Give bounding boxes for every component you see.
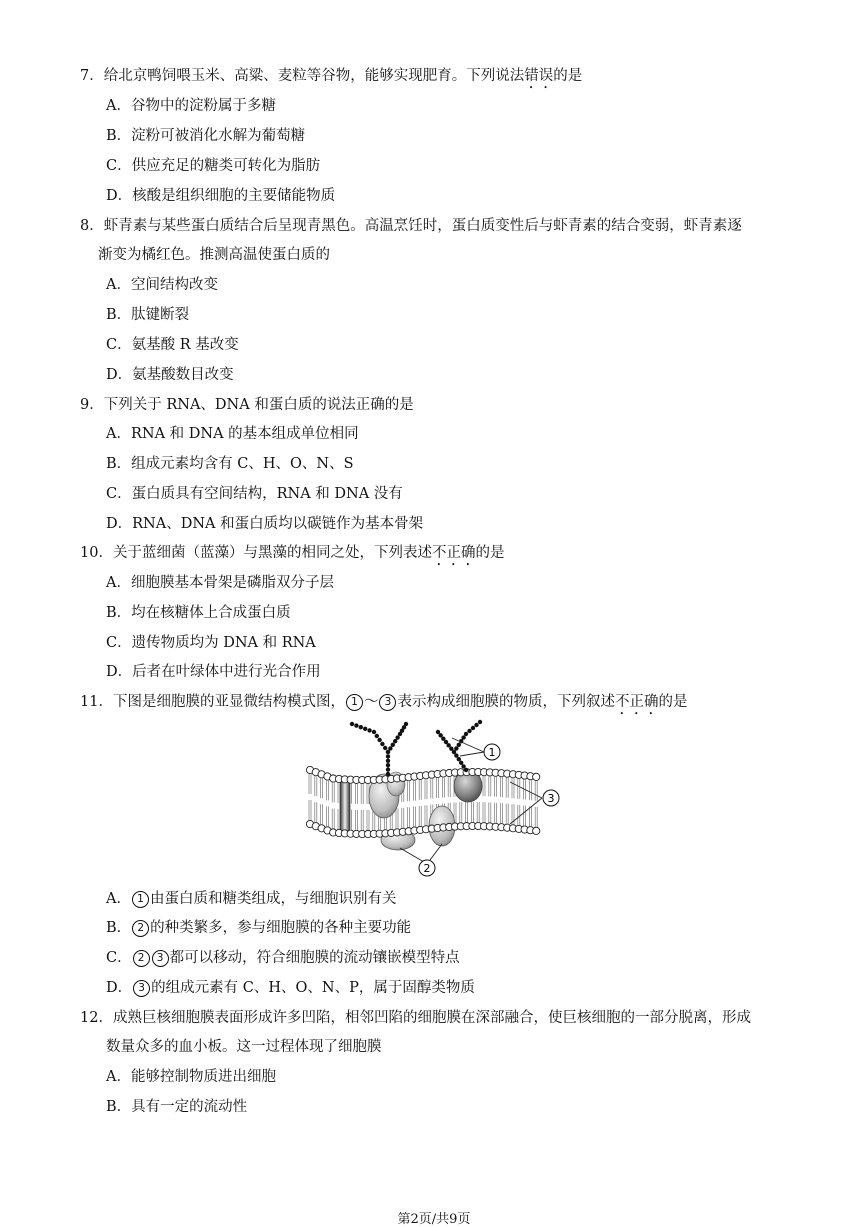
emphasis-text: 不正确 [614, 694, 659, 710]
question-10-option-d: D．后者在叶绿体中进行光合作用 [106, 664, 321, 680]
question-9-option-b: B．组成元素均含有 C、H、O、N、S [106, 456, 354, 472]
sugar-bead [383, 746, 387, 750]
sugar-bead [386, 763, 390, 767]
sugar-bead [474, 723, 478, 727]
question-7-option-b: B．淀粉可被消化水解为葡萄糖 [106, 128, 306, 144]
sugar-bead [393, 739, 397, 743]
sugar-bead [464, 732, 468, 736]
question-9-option-a: A．RNA 和 DNA 的基本组成单位相同 [106, 426, 359, 442]
sugar-bead [391, 743, 395, 747]
sugar-bead [386, 754, 390, 758]
label-2: 2 [423, 862, 431, 875]
sugar-bead [354, 723, 358, 727]
label-3: 3 [547, 792, 555, 805]
cell-membrane-diagram [296, 718, 572, 880]
sugar-bead [377, 738, 381, 742]
glycoprotein-chains [350, 720, 482, 776]
question-7-option-c: C．供应充足的糖类可转化为脂肪 [106, 158, 321, 174]
sugar-bead [471, 726, 475, 730]
sugar-bead [395, 735, 399, 739]
sugar-bead [386, 767, 390, 771]
question-12-stem-line2: 数量众多的血小板。这一过程体现了细胞膜 [106, 1039, 382, 1055]
sugar-bead [461, 764, 465, 768]
sugar-bead [452, 750, 456, 754]
sugar-bead [454, 753, 458, 757]
question-10-stem: 10．关于蓝细菌（蓝藻）与黑藻的相同之处，下列表述不正确的是 [80, 545, 505, 561]
question-8-option-a: A．空间结构改变 [106, 277, 218, 293]
sugar-bead [380, 742, 384, 746]
circled-number: 3 [379, 694, 396, 711]
question-11-option-c: C． 2 3 都可以移动，符合细胞膜的流动镶嵌模型特点 [106, 950, 460, 966]
circled-number: 2 [133, 950, 150, 967]
sugar-bead [386, 759, 390, 763]
lipid-head [533, 827, 540, 834]
question-8-stem: 8．虾青素与某些蛋白质结合后呈现青黑色。高温烹饪时，蛋白质变性后与虾青素的结合变弱，虾青素逐 [80, 218, 742, 234]
question-11-option-d: D． 3 的组成元素有 C、H、O、N、P，属于固醇类物质 [106, 980, 475, 996]
circled-number: 3 [133, 980, 150, 997]
question-12-option-b: B．具有一定的流动性 [106, 1099, 248, 1115]
sugar-bead [459, 761, 463, 765]
sugar-bead [375, 734, 379, 738]
sugar-bead [367, 728, 371, 732]
lipid-heads-top [306, 766, 539, 783]
sugar-bead [363, 727, 367, 731]
label-1: 1 [488, 746, 496, 759]
question-9-option-c: C．蛋白质具有空间结构，RNA 和 DNA 没有 [106, 486, 403, 502]
question-8-option-c: C．氨基酸 R 基改变 [106, 337, 239, 353]
sugar-bead [464, 768, 468, 772]
question-7-stem: 7．给北京鸭饲喂玉米、高粱、麦粒等谷物，能够实现肥育。下列说法错误的是 [80, 68, 583, 84]
sugar-bead [457, 757, 461, 761]
circled-number: 1 [346, 694, 363, 711]
question-10-option-c: C．遗传物质均为 DNA 和 RNA [106, 635, 316, 651]
question-7-option-d: D．核酸是组织细胞的主要储能物质 [106, 188, 336, 204]
emphasis-text: 错误 [524, 68, 554, 84]
question-9-stem: 9．下列关于 RNA、DNA 和蛋白质的说法正确的是 [80, 397, 414, 413]
sugar-bead [467, 729, 471, 733]
sugar-bead [386, 772, 390, 776]
question-8-stem-line2: 渐变为橘红色。推测高温使蛋白质的 [98, 247, 330, 263]
question-10-option-a: A．细胞膜基本骨架是磷脂双分子层 [106, 575, 334, 591]
sugar-bead [359, 725, 363, 729]
sugar-bead [457, 743, 461, 747]
question-11-stem: 11．下图是细胞膜的亚显微结构模式图， 1 ～ 3 表示构成细胞膜的物质，下列叙述不正确的是 [80, 694, 688, 710]
sugar-bead [386, 750, 390, 754]
circled-number: 3 [152, 950, 169, 967]
question-7-option-a: A．谷物中的淀粉属于多糖 [106, 98, 276, 114]
page-footer: 第2页/共9页 [397, 1212, 471, 1227]
sugar-bead [454, 746, 458, 750]
question-11-option-b: B． 2 的种类繁多，参与细胞膜的各种主要功能 [106, 920, 412, 936]
circled-number: 2 [132, 920, 149, 937]
emphasis-text: 不正确 [431, 545, 476, 561]
question-12-option-a: A．能够控制物质进出细胞 [106, 1069, 276, 1085]
question-10-option-b: B．均在核糖体上合成蛋白质 [106, 605, 291, 621]
question-11-option-a: A． 1 由蛋白质和糖类组成，与细胞识别有关 [106, 891, 397, 907]
question-9-option-d: D．RNA、DNA 和蛋白质均以碳链作为基本骨架 [106, 516, 424, 532]
sugar-bead [388, 746, 392, 750]
question-8-option-d: D．氨基酸数目改变 [106, 367, 234, 383]
question-8-option-b: B．肽键断裂 [106, 307, 190, 323]
sugar-bead [372, 730, 376, 734]
circled-number: 1 [132, 891, 149, 908]
lipid-head [533, 773, 540, 780]
question-12-stem: 12．成熟巨核细胞膜表面形成许多凹陷，相邻凹陷的细胞膜在深部融合，使巨核细胞的一部分脱离，形成 [80, 1010, 751, 1026]
sugar-bead [461, 735, 465, 739]
channel-protein-shape [340, 780, 350, 832]
